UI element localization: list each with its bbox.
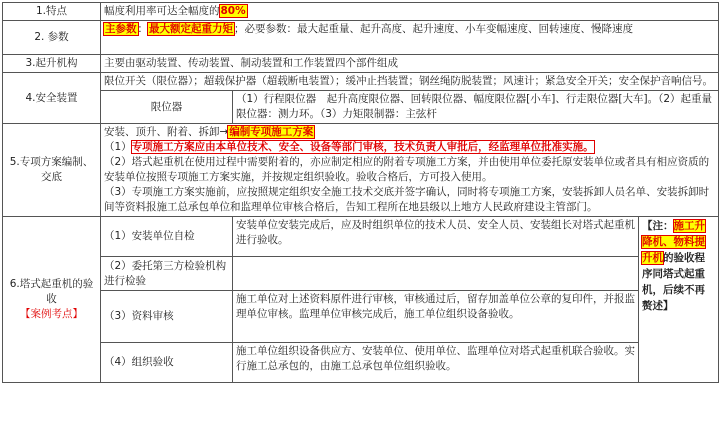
acceptance-step: （4）组织验收 [101, 343, 233, 383]
plan-intro: 安装、顶升、附着、拆卸→ [104, 126, 229, 138]
row-label [3, 217, 101, 383]
row-label: 1.特点 [3, 3, 101, 21]
plan-paragraph-1 [104, 140, 715, 155]
row-acceptance-4 [3, 343, 719, 383]
row-acceptance-2 [3, 257, 719, 291]
safety-devices-text: 限位开关（限位器）；超载保护器（超载断电装置）；缓冲止挡装置；钢丝绳防脱装置；风速计；紧急安全开关；安全保护音响信号。 [101, 73, 719, 91]
acceptance-step: （1）安装单位自检 [101, 217, 233, 257]
row-acceptance-1 [3, 217, 719, 257]
acceptance-step-text [233, 257, 639, 291]
torque-highlight: 最大额定起重力矩 [149, 23, 233, 35]
row-special-plan [3, 124, 719, 217]
approval-highlight: 专项施工方案应由本单位技术、安全、设备等部门审核，技术负责人审批后，经监理单位批准实施。 [131, 141, 594, 153]
note-open: 【注： [642, 220, 674, 232]
note-cell [639, 217, 719, 383]
row-content: 主参数：最大额定起重力矩；必要参数：最大起重量、起升高度、起升速度、小车变幅速度、回转速度、慢降速度 [101, 21, 719, 55]
paragraph-number: （1） [104, 141, 132, 153]
acceptance-step: （3）资料审核 [101, 291, 233, 343]
parameters-text: ；必要参数：最大起重量、起升高度、起升速度、小车变幅速度、回转速度、慢降速度 [234, 23, 633, 35]
row-label: 5.专项方案编制、交底 [3, 124, 101, 217]
note-text: 的验收程序同塔式起重机，后续不再赘述】 [642, 252, 705, 312]
row-content: 主要由驱动装置、传动装置、制动装置和工作装置四个部件组成 [101, 55, 719, 73]
crane-summary-table [2, 2, 719, 383]
note-highlight: 施工升降机、物料提升机 [642, 220, 705, 264]
row-label: 4.安全装置 [3, 73, 101, 124]
row-label: 3.起升机构 [3, 55, 101, 73]
acceptance-step: （2）委托第三方检验机构进行检验 [101, 257, 233, 291]
limiter-label: 限位器 [101, 91, 233, 124]
row-acceptance-3 [3, 291, 719, 343]
plan-paragraph-3: （3）专项施工方案实施前，应按照规定组织安全施工技术交底并签字确认，同时将专项施工方案，安装拆卸人员名单、安装拆卸时间等资料报施工总承包单位和监理单位审核合格后，告知工程所在地县级以上地方人民政府建设主管部门。 [104, 186, 710, 213]
plan-paragraph-2: （2）塔式起重机在使用过程中需要附着的，亦应制定相应的附着专项施工方案，并由使用单位委托原安装单位或者具有相应资质的安装单位按照专项施工方案实施，并按规定组织验收。验收合格后，方可投入使用。 [104, 156, 710, 183]
row-characteristics [3, 3, 719, 21]
plan-line-1 [104, 125, 715, 140]
row-safety-devices [3, 73, 719, 91]
percent-highlight: 80% [220, 5, 246, 17]
limiter-text: （1）行程限位器 起升高度限位器、回转限位器、幅度限位器[小车]、行走限位器[大车]。（2）起重量限位器：测力环。（3）力矩限制器：主弦杆 [233, 91, 719, 124]
row-content [101, 3, 719, 21]
main-parameter-highlight: 主参数 [105, 23, 137, 35]
row-hoisting-mechanism [3, 55, 719, 73]
page [2, 2, 718, 444]
acceptance-step-text: 施工单位组织设备供应方、安装单位、使用单位、监理单位对塔式起重机联合验收。实行施工总承包的，由施工总承包单位组织验收。 [233, 343, 639, 383]
case-point-label: 【案例考点】 [20, 308, 83, 320]
acceptance-label: 6.塔式起重机的验收 [9, 278, 94, 305]
row-content [101, 124, 719, 217]
acceptance-step-text: 施工单位对上述资料原件进行审核，审核通过后，留存加盖单位公章的复印件，并报监理单位审核。监理单位审核完成后，施工单位组织设备验收。 [233, 291, 639, 343]
characteristics-text: 幅度利用率可达全幅度的 [104, 5, 220, 17]
acceptance-step-text: 安装单位安装完成后，应及时组织单位的技术人员、安全人员、安装组长对塔式起重机进行验收。 [233, 217, 639, 257]
row-parameters [3, 21, 719, 55]
row-limiters [3, 91, 719, 124]
row-label: 2. 参数 [3, 21, 101, 55]
plan-highlight: 编制专项施工方案 [229, 126, 314, 138]
